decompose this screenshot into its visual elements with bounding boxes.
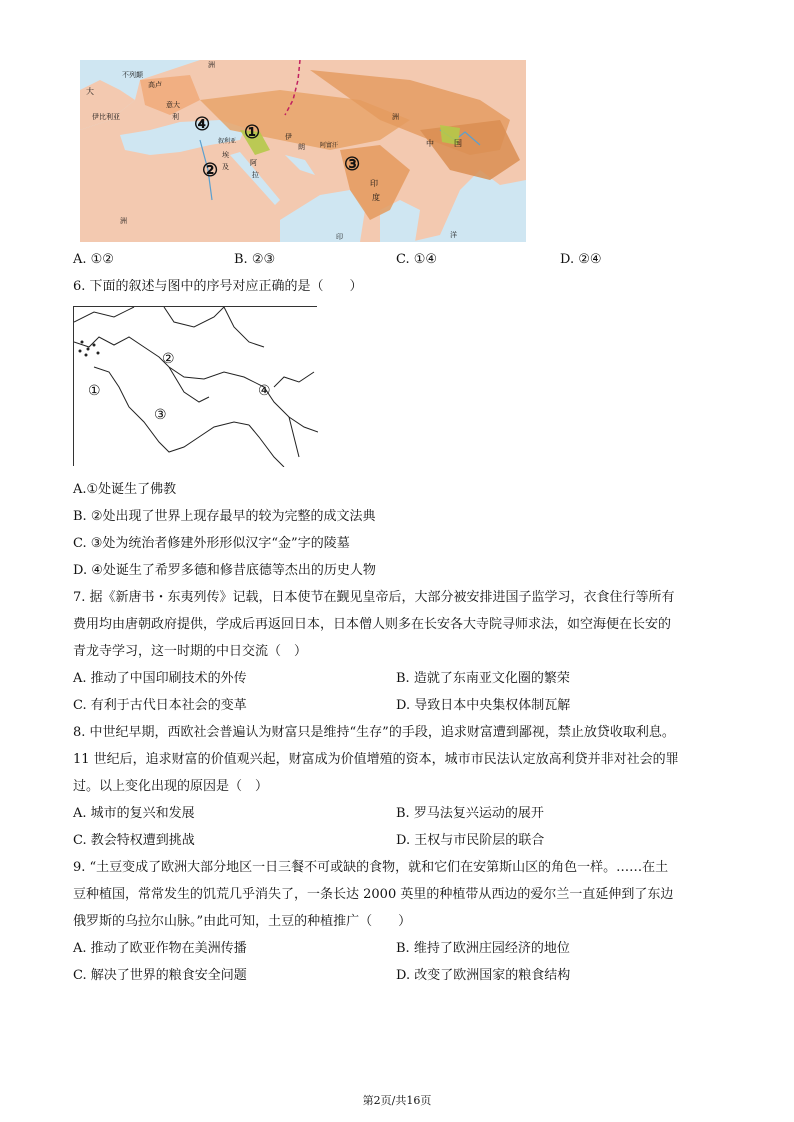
map1-label-iberia: 伊比利亚: [92, 113, 120, 121]
map1-label-egypt: 埃: [222, 151, 229, 159]
map1-label-africa: 洲: [120, 217, 127, 225]
q9-stem-line-3: 俄罗斯的乌拉尔山脉。”由此可知，土豆的种植推广（ ）: [73, 914, 412, 929]
map1-marker-2: ②: [202, 160, 219, 181]
q8-stem-line-3: 过。以上变化出现的原因是（ ）: [73, 779, 269, 794]
q8-option-b: B. 罗马法复兴运动的展开: [396, 806, 544, 821]
empire-map: [80, 60, 526, 242]
q8-option-c: C. 教会特权遭到挑战: [73, 833, 195, 848]
q7-option-d: D. 导致日本中央集权体制瓦解: [396, 698, 571, 713]
q7-option-c: C. 有利于古代日本社会的变革: [73, 698, 247, 713]
map2-marker-4: ④: [258, 383, 271, 399]
q7-option-b: B. 造就了东南亚文化圈的繁荣: [396, 671, 570, 686]
q9-option-c: C. 解决了世界的粮食安全问题: [73, 968, 247, 983]
map1-label-atlantic: 大: [86, 87, 94, 96]
q8-stem-line-1: 8. 中世纪早期，西欧社会普遍认为财富只是维持“生存”的手段，追求财富遭到鄙视，禁止放贷收取利息。: [73, 725, 675, 740]
q6-option-a: A.①处诞生了佛教: [73, 482, 177, 497]
q5-option-b: B. ②③: [234, 252, 276, 267]
map1-label-syria: 叙利亚: [218, 138, 237, 145]
map1-label-britain: 不列颠: [122, 71, 143, 79]
q6-stem: 6. 下面的叙述与图中的序号对应正确的是（ ）: [73, 279, 363, 294]
q6-option-b: B. ②处出现了世界上现存最早的较为完整的成文法典: [73, 509, 376, 524]
map1-marker-1: ①: [244, 122, 261, 143]
q5-option-a: A. ①②: [73, 252, 114, 267]
q9-option-a: A. 推动了欧亚作物在美洲传播: [73, 941, 247, 956]
q5-option-d: D. ②④: [560, 252, 602, 267]
q6-option-d: D. ④处诞生了希罗多德和修昔底德等杰出的历史人物: [73, 563, 376, 578]
map1-label-italy2: 利: [172, 113, 179, 121]
map1-label-gaul: 高卢: [148, 81, 162, 89]
q9-stem-line-1: 9. “土豆变成了欧洲大部分地区一日三餐不可或缺的食物，就和它们在安第斯山区的角色一样。……在土: [73, 860, 669, 875]
map1-label-arabia-a: 阿: [250, 159, 257, 167]
map1-label-china2: 国: [454, 139, 462, 148]
q9-option-b: B. 维持了欧洲庄园经济的地位: [396, 941, 570, 956]
outline-map-svg: [74, 307, 318, 467]
q8-stem-line-2: 11 世纪后，追求财富的价值观兴起，财富成为价值增殖的资本，城市市民法认定放高利贷并非对社会的罪: [73, 752, 679, 767]
q7-stem-line-2: 费用均由唐朝政府提供，学成后再返回日本，日本僧人则多在长安各大寺院寻师求法，如空海便在长安的: [73, 617, 672, 632]
map1-marker-4: ④: [194, 114, 211, 135]
map2-marker-2: ②: [162, 351, 175, 367]
map1-label-italy: 意大: [166, 101, 180, 109]
map1-label-iran: 伊: [285, 133, 292, 141]
map1-label-europe: 洲: [208, 61, 215, 69]
q8-option-d: D. 王权与市民阶层的联合: [396, 833, 545, 848]
map1-label-china1: 中: [426, 139, 434, 148]
map1-label-asia: 洲: [392, 113, 399, 121]
q8-option-a: A. 城市的复兴和发展: [73, 806, 195, 821]
page-footer: 第2页/共16页: [362, 1094, 432, 1107]
q7-option-a: A. 推动了中国印刷技术的外传: [73, 671, 247, 686]
map1-label-afghanistan: 阿富汗: [320, 142, 339, 149]
q9-stem-line-2: 豆种植国，常常发生的饥荒几乎消失了，一条长达 2000 英里的种植带从西边的爱尔兰一直延伸到了东边: [73, 887, 674, 902]
q7-stem-line-1: 7. 据《新唐书・东夷列传》记载，日本使节在觐见皇帝后，大部分被安排进国子监学习，衣食住行等所有: [73, 590, 675, 605]
map1-label-iran2: 朗: [298, 143, 305, 151]
q6-option-c: C. ③处为统治者修建外形形似汉字“金”字的陵墓: [73, 536, 350, 551]
map1-label-india2: 度: [372, 193, 380, 202]
map1-label-arabia-b: 拉: [252, 171, 259, 179]
map1-label-indian-ocean2: 洋: [450, 231, 457, 239]
outline-map: [73, 306, 317, 466]
map2-marker-1: ①: [88, 383, 101, 399]
q5-option-c: C. ①④: [396, 252, 438, 267]
map1-label-india1: 印: [370, 179, 378, 188]
map1-label-indian-ocean1: 印: [336, 233, 343, 241]
map1-marker-3: ③: [344, 154, 361, 175]
map1-label-egypt2: 及: [222, 163, 229, 171]
q7-stem-line-3: 青龙寺学习，这一时期的中日交流（ ）: [73, 644, 308, 659]
q9-option-d: D. 改变了欧洲国家的粮食结构: [396, 968, 571, 983]
map2-marker-3: ③: [154, 407, 167, 423]
